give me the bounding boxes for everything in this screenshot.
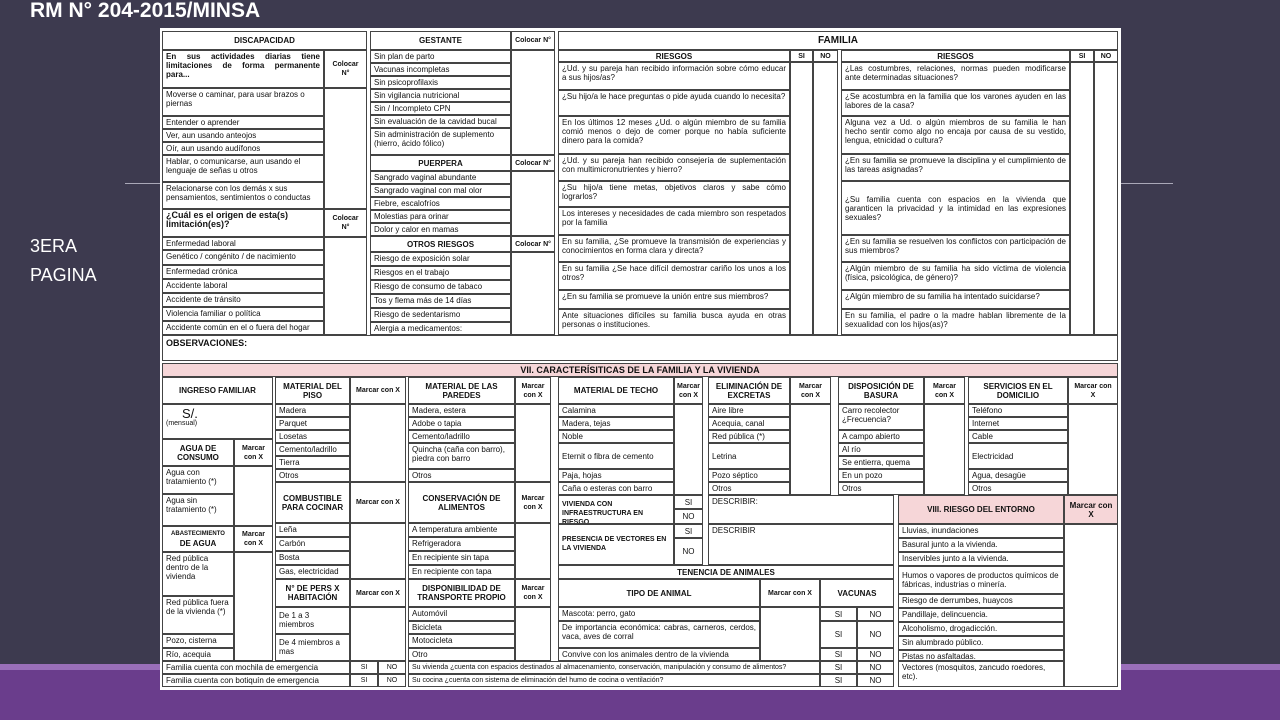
marcar-label: Marcar con X	[234, 439, 273, 466]
marcar-label: Marcar con X	[515, 377, 551, 404]
marcar-box[interactable]	[234, 466, 273, 526]
origin-question: ¿Cuál es el origen de esta(s) limitación(es)?	[162, 209, 324, 237]
disc-item: Oír, aun usando audífonos	[162, 142, 324, 155]
describir-field[interactable]: DESCRIBIR	[708, 524, 894, 565]
familia-question: ¿En su familia se promueve la unión entre sus miembros?	[558, 290, 790, 309]
familia-question: Ante situaciones difíciles su familia busca ayuda en otras personas o instituciones.	[558, 309, 790, 335]
disc-item: Ver, aun usando anteojos	[162, 129, 324, 142]
abast-item: Red pública fuera de la vivienda (*)	[162, 596, 234, 634]
disc-question: En sus actividades diarias tiene limitaciones de forma permanente para...	[162, 50, 324, 88]
piso-item: Losetas	[275, 430, 350, 443]
colocar-box[interactable]	[511, 50, 555, 155]
servicios-item: Electricidad	[968, 443, 1068, 469]
entorno-item: Inservibles junto a la vivienda.	[898, 552, 1064, 566]
header-ingreso: INGRESO FAMILIAR	[162, 377, 273, 404]
header-personas: N° DE PERS X HABITACIÓN	[275, 579, 350, 607]
gestante-item: Sin vigilancia nutricional	[370, 89, 511, 102]
familia-question: ¿Ud. y su pareja han recibido consejería de suplementación con multimicronutrientes y hierro?	[558, 154, 790, 181]
excretas-item: Red pública (*)	[708, 430, 790, 443]
techo-item: Caña o esteras con barro	[558, 482, 674, 495]
header-techo: MATERIAL DE TECHO	[558, 377, 674, 404]
no-option[interactable]: NO	[674, 538, 703, 565]
otros-item: Riesgo de exposición solar	[370, 252, 511, 266]
marcar-box[interactable]	[350, 523, 406, 579]
ingreso-currency: S/.	[182, 406, 198, 421]
puerpera-item: Fiebre, escalofríos	[370, 197, 511, 210]
techo-item: Calamina	[558, 404, 674, 417]
marcar-label: Marcar con X	[1068, 377, 1118, 404]
no-option[interactable]: NO	[857, 648, 894, 661]
header-abastecimiento	[162, 526, 234, 552]
page-label-line: PAGINA	[30, 265, 97, 285]
familia-question: ¿Se acostumbra en la familia que los varones ayuden en las labores de la casa?	[841, 90, 1070, 116]
techo-item: Paja, hojas	[558, 469, 674, 482]
marcar-box[interactable]	[924, 404, 965, 495]
entorno-item: Alcoholismo, drogadicción.	[898, 622, 1064, 636]
marcar-box[interactable]	[234, 552, 273, 661]
basura-item: Se entierra, quema	[838, 456, 924, 469]
techo-item: Noble	[558, 430, 674, 443]
si-option[interactable]: SI	[350, 674, 378, 687]
animal-item: De importancia económica: cabras, carneros, cerdos, vaca, aves de corral	[558, 621, 760, 648]
otros-item: Riesgo de sedentarismo	[370, 308, 511, 322]
agua-item: Agua con tratamiento (*)	[162, 466, 234, 494]
origin-item: Violencia familiar o política	[162, 307, 324, 321]
marcar-label: Marcar con X	[350, 377, 406, 404]
marcar-label: Marcar con X	[674, 377, 703, 404]
excretas-item: Aire libre	[708, 404, 790, 417]
personas-item: De 1 a 3 miembros	[275, 607, 350, 634]
no-option[interactable]: NO	[378, 674, 406, 687]
disc-item: Relacionarse con los demás x sus pensamientos, sentimientos o conductas	[162, 182, 324, 209]
header-paredes: MATERIAL DE LAS PAREDES	[408, 377, 515, 404]
page-label	[30, 232, 97, 290]
conservacion-item: Refrigeradora	[408, 537, 515, 551]
combustible-item: Gas, electricidad	[275, 565, 350, 579]
page-label-line: 3ERA	[30, 236, 78, 256]
familia-question: ¿Las costumbres, relaciones, normas pueden modificarse ante determinadas situaciones?	[841, 62, 1070, 90]
animal-item: Convive con los animales dentro de la vivienda	[558, 648, 760, 661]
si-header: SI	[1070, 50, 1094, 62]
abast-item: Red pública dentro de la vivienda	[162, 552, 234, 596]
paredes-item: Adobe o tapia	[408, 417, 515, 430]
abast-header-line: ABASTECIMIENTO	[171, 531, 225, 537]
header-piso: MATERIAL DEL PISO	[275, 377, 350, 404]
marcar-label: Marcar con X	[350, 579, 406, 607]
header-familia: FAMILIA	[558, 31, 1118, 50]
slide-title: RM N° 204-2015/MINSA	[30, 0, 261, 22]
paredes-item: Otros	[408, 469, 515, 482]
familia-question: ¿Su hijo/a tiene metas, objetivos claros y sabe cómo lograrlos?	[558, 181, 790, 207]
marcar-label: Marcar con X	[515, 579, 551, 607]
emergency-item: Familia cuenta con mochila de emergencia	[162, 661, 350, 674]
marcar-box[interactable]	[350, 404, 406, 482]
excretas-item: Acequia, canal	[708, 417, 790, 430]
vivienda-question: VIVIENDA CON INFRAESTRUCTURA EN RIESGO	[558, 495, 674, 524]
transporte-item: Bicicleta	[408, 621, 515, 634]
origin-item: Accidente común en el o fuera del hogar	[162, 321, 324, 335]
origin-item: Accidente laboral	[162, 279, 324, 293]
si-option[interactable]: SI	[820, 648, 857, 661]
transporte-item: Automóvil	[408, 607, 515, 621]
colocar-label: Colocar N°	[324, 50, 367, 88]
otros-item: Tos y flema más de 14 días	[370, 294, 511, 308]
no-column[interactable]	[813, 62, 838, 335]
marcar-box[interactable]	[1064, 524, 1118, 687]
marcar-label: Marcar con X	[760, 579, 820, 607]
transporte-item: Motocicleta	[408, 634, 515, 648]
familia-question: ¿Algún miembro de su familia ha intentado suicidarse?	[841, 290, 1070, 309]
basura-item: En un pozo	[838, 469, 924, 482]
gestante-item: Vacunas incompletas	[370, 63, 511, 76]
si-column[interactable]	[1070, 62, 1094, 335]
riesgos-header: RIESGOS	[558, 50, 790, 62]
header-conservacion: CONSERVACIÓN DE ALIMENTOS	[408, 482, 515, 523]
header-combustible: COMBUSTIBLE PARA COCINAR	[275, 482, 350, 523]
gestante-item: Sin psicoprofilaxis	[370, 76, 511, 89]
servicios-item: Teléfono	[968, 404, 1068, 417]
section-vii-header: VII. CARACTERÍSITICAS DE LA FAMILIA Y LA VIVIENDA	[162, 363, 1118, 377]
piso-item: Parquet	[275, 417, 350, 430]
personas-item: De 4 miembros a mas	[275, 634, 350, 661]
gestante-item: Sin administración de suplemento (hierro, ácido fólico)	[370, 128, 511, 155]
servicios-item: Internet	[968, 417, 1068, 430]
puerpera-item: Molestias para orinar	[370, 210, 511, 223]
conservacion-item: A temperatura ambiente	[408, 523, 515, 537]
disc-item: Moverse o caminar, para usar brazos o piernas	[162, 88, 324, 116]
conservacion-item: En recipiente con tapa	[408, 565, 515, 579]
servicios-item: Agua, desagüe	[968, 469, 1068, 482]
si-option[interactable]: SI	[820, 674, 857, 687]
familia-question: En su familia ¿Se hace difícil demostrar cariño los unos a los otros?	[558, 262, 790, 290]
header-puerpera: PUERPERA	[370, 155, 511, 171]
entorno-item: Pistas no asfaltadas.	[898, 650, 1064, 661]
familia-question: Los intereses y necesidades de cada miembro son respetados por la familia	[558, 207, 790, 235]
entorno-item: Humos o vapores de productos químicos de fábricas, industrias o minería.	[898, 566, 1064, 594]
basura-item: Al río	[838, 443, 924, 456]
disc-item: Hablar, o comunicarse, aun usando el lenguaje de señas u otros	[162, 155, 324, 182]
divider-line	[1121, 183, 1173, 184]
familia-question: ¿Algún miembro de su familia ha sido víctima de violencia (física, psicológica, de género)?	[841, 262, 1070, 290]
marcar-box[interactable]	[515, 523, 551, 579]
marcar-label: Marcar con X	[515, 482, 551, 523]
abast-item: Pozo, cisterna	[162, 634, 234, 648]
colocar-label: Colocar N°	[324, 209, 367, 237]
agua-item: Agua sin tratamiento (*)	[162, 494, 234, 526]
vacunas-header: VACUNAS	[820, 579, 894, 607]
emergency-item: Familia cuenta con botiquín de emergencia	[162, 674, 350, 687]
si-option[interactable]: SI	[820, 607, 857, 621]
piso-item: Otros	[275, 469, 350, 482]
abast-item: Río, acequia	[162, 648, 234, 661]
piso-item: Madera	[275, 404, 350, 417]
marcar-box[interactable]	[350, 607, 406, 661]
paredes-item: Cemento/ladrillo	[408, 430, 515, 443]
paredes-item: Quincha (caña con barro), piedra con barro	[408, 443, 515, 469]
conservacion-item: En recipiente sin tapa	[408, 551, 515, 565]
no-header: NO	[1094, 50, 1118, 62]
marcar-label: Marcar con X	[790, 377, 831, 404]
origin-item: Accidente de tránsito	[162, 293, 324, 307]
origin-item: Enfermedad laboral	[162, 237, 324, 250]
no-column[interactable]	[1094, 62, 1118, 335]
no-option[interactable]: NO	[857, 661, 894, 674]
no-option[interactable]: NO	[857, 674, 894, 687]
vectores-question: PRESENCIA DE VECTORES EN LA VIVIENDA	[558, 524, 674, 565]
puerpera-item: Dolor y calor en mamas	[370, 223, 511, 236]
entorno-item: Basural junto a la vivienda.	[898, 538, 1064, 552]
techo-item: Eternit o fibra de cemento	[558, 443, 674, 469]
marcar-box[interactable]	[674, 404, 703, 495]
si-option[interactable]: SI	[674, 495, 703, 509]
gestante-item: Sin plan de parto	[370, 50, 511, 63]
form-document	[160, 28, 1121, 690]
colocar-box[interactable]	[324, 88, 367, 209]
colocar-box[interactable]	[511, 171, 555, 236]
basura-item: A campo abierto	[838, 430, 924, 443]
entorno-item: Sin alumbrado público.	[898, 636, 1064, 650]
marcar-label: Marcar con X	[1064, 495, 1118, 524]
otros-item: Riesgos en el trabajo	[370, 266, 511, 280]
kitchen-smoke-question: Su cocina ¿cuenta con sistema de eliminación del humo de cocina o ventilación?	[408, 674, 820, 687]
ingreso-period: (mensual)	[166, 420, 198, 427]
origin-item: Genético / congénito / de nacimiento	[162, 250, 324, 265]
header-animales: TENENCIA DE ANIMALES	[558, 565, 894, 579]
header-otros-riesgos: OTROS RIESGOS	[370, 236, 511, 252]
basura-item: Otros	[838, 482, 924, 495]
tipo-animal-header: TIPO DE ANIMAL	[558, 579, 760, 607]
disc-item: Entender o aprender	[162, 116, 324, 129]
gestante-item: Sin evaluación de la cavidad bucal	[370, 115, 511, 128]
colocar-box[interactable]	[324, 237, 367, 335]
techo-item: Madera, tejas	[558, 417, 674, 430]
combustible-item: Carbón	[275, 537, 350, 551]
familia-question: ¿Ud. y su pareja han recibido información sobre cómo educar a sus hijos/as?	[558, 62, 790, 90]
piso-item: Tierra	[275, 456, 350, 469]
entorno-item: Pandillaje, delincuencia.	[898, 608, 1064, 622]
riesgos-header: RIESGOS	[841, 50, 1070, 62]
entorno-item: Vectores (mosquitos, zancudo roedores, etc).	[898, 661, 1064, 687]
no-option[interactable]: NO	[857, 621, 894, 648]
excretas-item: Otros	[708, 482, 790, 495]
si-option[interactable]: SI	[820, 661, 857, 674]
excretas-item: Letrina	[708, 443, 790, 469]
colocar-label: Colocar N°	[511, 236, 555, 252]
entorno-item: Riesgo de derrumbes, huaycos	[898, 594, 1064, 608]
ingreso-box[interactable]	[162, 404, 273, 439]
paredes-item: Madera, estera	[408, 404, 515, 417]
marcar-box[interactable]	[760, 607, 820, 661]
entorno-item: Lluvias, inundaciones	[898, 524, 1064, 538]
marcar-label: Marcar con X	[350, 482, 406, 523]
familia-question: ¿Su hijo/a le hace preguntas o pide ayuda cuando lo necesita?	[558, 90, 790, 116]
header-discapacidad: DISCAPACIDAD	[162, 31, 367, 50]
servicios-item: Cable	[968, 430, 1068, 443]
marcar-box[interactable]	[515, 607, 551, 661]
otros-item: Alergia a medicamentos:	[370, 322, 511, 335]
colocar-label: Colocar N°	[511, 31, 555, 50]
no-header: NO	[813, 50, 838, 62]
header-gestante: GESTANTE	[370, 31, 511, 50]
header-excretas: ELIMINACIÓN DE EXCRETAS	[708, 377, 790, 404]
divider-line	[125, 183, 160, 184]
describir-field[interactable]: DESCRIBIR:	[708, 495, 894, 524]
si-column[interactable]	[790, 62, 813, 335]
familia-question: En su familia, ¿Se promueve la transmisión de experiencias y conocimientos en forma clara y directa?	[558, 235, 790, 262]
gestante-item: Sin / Incompleto CPN	[370, 102, 511, 115]
puerpera-item: Sangrado vaginal con mal olor	[370, 184, 511, 197]
marcar-box[interactable]	[515, 404, 551, 482]
no-option[interactable]: NO	[857, 607, 894, 621]
familia-question: En su familia, el padre o la madre hablan libremente de la sexualidad con los hijos(as)?	[841, 309, 1070, 335]
excretas-item: Pozo séptico	[708, 469, 790, 482]
combustible-item: Bosta	[275, 551, 350, 565]
marcar-label: Marcar con X	[234, 526, 273, 552]
familia-question: ¿En su familia se promueve la disciplina y el cumplimiento de las tareas asignadas?	[841, 154, 1070, 181]
no-option[interactable]: NO	[378, 661, 406, 674]
piso-item: Cemento/ladrillo	[275, 443, 350, 456]
colocar-label: Colocar N°	[511, 155, 555, 171]
colocar-box[interactable]	[511, 252, 555, 335]
familia-question: ¿En su familia se resuelven los conflictos con participación de sus miembros?	[841, 235, 1070, 262]
si-header: SI	[790, 50, 813, 62]
animal-item: Mascota: perro, gato	[558, 607, 760, 621]
familia-question: ¿Su familia cuenta con espacios en la vivienda que garanticen la privacidad y la intimidad en las expresiones sexuales?	[841, 181, 1070, 235]
observaciones[interactable]: OBSERVACIONES:	[162, 335, 1118, 361]
si-option[interactable]: SI	[350, 661, 378, 674]
combustible-item: Leña	[275, 523, 350, 537]
otros-item: Riesgo de consumo de tabaco	[370, 280, 511, 294]
header-servicios: SERVICIOS EN EL DOMICILIO	[968, 377, 1068, 404]
marcar-box[interactable]	[1068, 404, 1118, 495]
marcar-box[interactable]	[790, 404, 831, 495]
transporte-item: Otro	[408, 648, 515, 661]
header-agua: AGUA DE CONSUMO	[162, 439, 234, 466]
servicios-item: Otros	[968, 482, 1068, 495]
si-option[interactable]: SI	[820, 621, 857, 648]
header-basura: DISPOSICIÓN DE BASURA	[838, 377, 924, 404]
marcar-label: Marcar con X	[924, 377, 965, 404]
si-option[interactable]: SI	[674, 524, 703, 538]
vivienda-food-question: Su vivienda ¿cuenta con espacios destinados al almacenamiento, conservación, manipulación y consumo de alimentos?	[408, 661, 820, 674]
origin-item: Enfermedad crónica	[162, 265, 324, 279]
section-viii-header: VIII. RIESGO DEL ENTORNO	[898, 495, 1064, 524]
puerpera-item: Sangrado vaginal abundante	[370, 171, 511, 184]
basura-item: Carro recolector ¿Frecuencia?	[838, 404, 924, 430]
abast-header-line: DE AGUA	[179, 539, 217, 548]
familia-question: En los últimos 12 meses ¿Ud. o algún miembro de su familia comió menos o dejo de comer porque no había suficiente dinero para la comida?	[558, 116, 790, 154]
no-option[interactable]: NO	[674, 509, 703, 524]
familia-question: Alguna vez a Ud. o algún miembros de su familia le han hecho sentir como algo no encaja por causa de su vestido, lengua, etnicidad o cultura?	[841, 116, 1070, 154]
header-transporte: DISPONIBILIDAD DE TRANSPORTE PROPIO	[408, 579, 515, 607]
